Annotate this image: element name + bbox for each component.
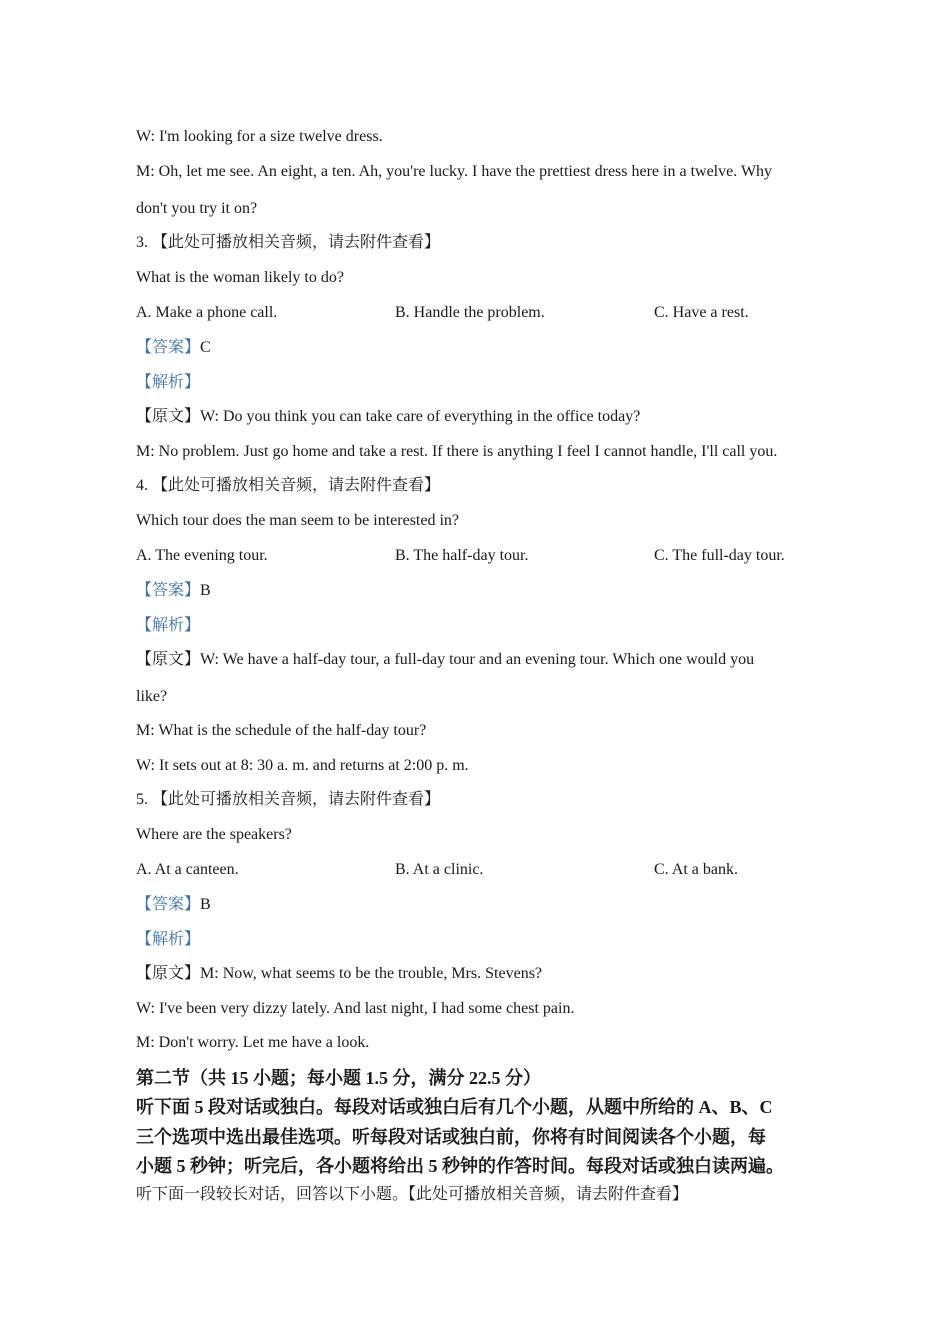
answer-line [136,581,211,601]
dialogue-line: don't you try it on? [136,200,258,217]
question-4-header: 4. 【此处可播放相关音频，请去附件查看】 [136,477,441,494]
answer-tag: 【答案】 [136,582,201,599]
answer-line [136,895,211,915]
script-text: M: Now, what seems to be the trouble, Mrs. Stevens? [200,965,543,982]
section-instructions: 听下面 5 段对话或独白。每段对话或独白后有几个小题，从题中所给的 A、B、C [136,1097,773,1117]
answer-line [136,338,211,358]
script-line [136,964,542,984]
option-b: B. At a clinic. [395,861,484,878]
option-a: A. Make a phone call. [136,304,278,321]
analysis-tag: 【解析】 [136,374,201,391]
question-5-header: 5. 【此处可播放相关音频，请去附件查看】 [136,791,441,808]
script-line: M: Don't worry. Let me have a look. [136,1034,370,1051]
option-b: B. Handle the problem. [395,304,545,321]
question-3-text: What is the woman likely to do? [136,269,344,286]
option-c: C. The full-day tour. [654,547,785,564]
script-line: M: No problem. Just go home and take a rest. If there is anything I feel I cannot handle, I'll call you. [136,443,778,460]
script-tag: 【原文】 [136,651,201,668]
option-a: A. The evening tour. [136,547,268,564]
question-5-text: Where are the speakers? [136,826,292,843]
script-tag: 【原文】 [136,965,201,982]
script-line [136,407,640,427]
answer-value: C [200,339,211,356]
script-line: W: It sets out at 8: 30 a. m. and returns at 2:00 p. m. [136,757,469,774]
script-text: W: We have a half-day tour, a full-day tour and an evening tour. Which one would you [200,651,755,668]
script-line: W: I've been very dizzy lately. And last night, I had some chest pain. [136,1000,575,1017]
section-title: 第二节（共 15 小题；每小题 1.5 分，满分 22.5 分） [136,1068,541,1088]
answer-value: B [200,896,211,913]
option-b: B. The half-day tour. [395,547,529,564]
option-a: A. At a canteen. [136,861,239,878]
script-line [136,650,754,670]
answer-tag: 【答案】 [136,896,201,913]
answer-value: B [200,582,211,599]
script-line: M: What is the schedule of the half-day tour? [136,722,427,739]
analysis-tag: 【解析】 [136,931,201,948]
section-instructions: 三个选项中选出最佳选项。听每段对话或独白前，你将有时间阅读各个小题，每 [136,1127,766,1147]
answer-tag: 【答案】 [136,339,201,356]
section-instructions: 小题 5 秒钟；听完后，各小题将给出 5 秒钟的作答时间。每段对话或独白读两遍。 [136,1156,784,1176]
script-tag: 【原文】 [136,408,201,425]
dialogue-line: M: Oh, let me see. An eight, a ten. Ah, you're lucky. I have the prettiest dress here in a twelve. Why [136,163,773,180]
section-prompt: 听下面一段较长对话，回答以下小题。【此处可播放相关音频，请去附件查看】 [136,1186,689,1203]
option-c: C. At a bank. [654,861,738,878]
analysis-tag: 【解析】 [136,617,201,634]
option-c: C. Have a rest. [654,304,749,321]
dialogue-line: W: I'm looking for a size twelve dress. [136,128,383,145]
question-4-text: Which tour does the man seem to be interested in? [136,512,460,529]
question-3-header: 3. 【此处可播放相关音频，请去附件查看】 [136,234,441,251]
script-line: like? [136,688,168,705]
script-text: W: Do you think you can take care of everything in the office today? [200,408,641,425]
